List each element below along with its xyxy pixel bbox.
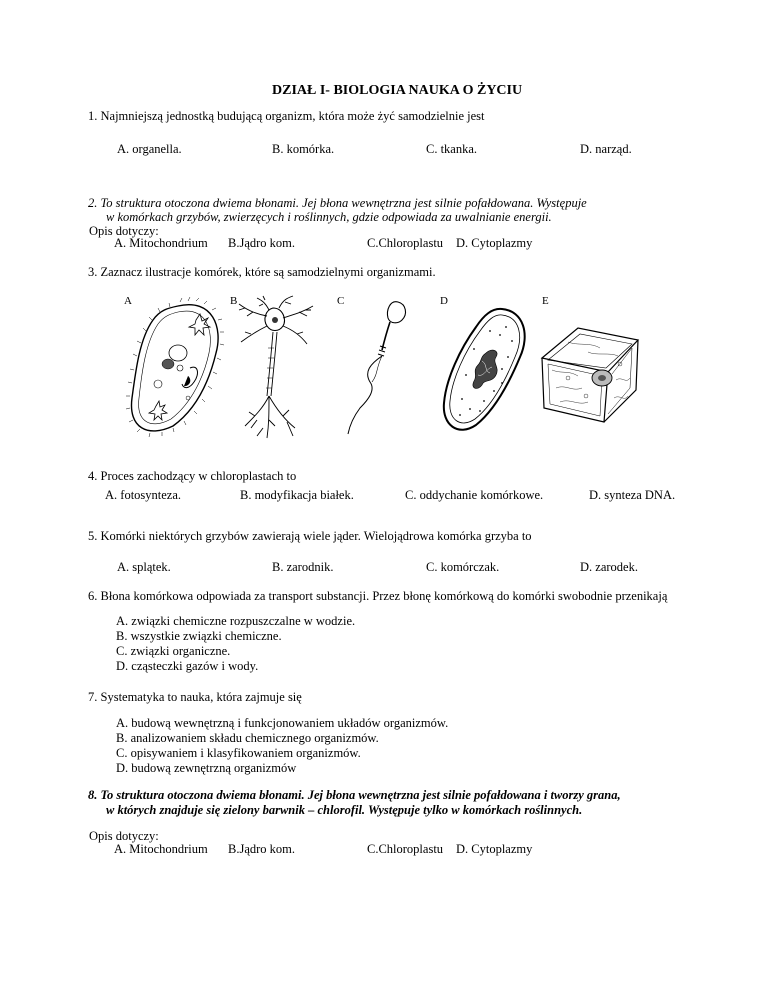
q5-option-d[interactable]: D. zarodek. (580, 560, 638, 574)
cell-label-c[interactable]: C (337, 295, 345, 307)
question-6: 6. Błona komórkowa odpowiada za transport substancji. Przez błonę komórkową do komórki swobodnie przenikają (88, 589, 668, 603)
q8-option-a[interactable]: A. Mitochondrium (114, 842, 208, 856)
q6-option-a[interactable]: A. związki chemiczne rozpuszczalne w wodzie. (116, 614, 356, 628)
q2-option-a[interactable]: A. Mitochondrium (114, 236, 208, 250)
q5-option-c[interactable]: C. komórczak. (426, 560, 500, 574)
q4-option-d[interactable]: D. synteza DNA. (589, 488, 676, 502)
q7-option-a[interactable]: A. budową wewnętrzną i funkcjonowaniem układów organizmów. (116, 716, 449, 730)
cell-label-a[interactable]: A (124, 295, 132, 307)
question-7: 7. Systematyka to nauka, która zajmuje się (88, 690, 302, 704)
q7-option-b[interactable]: B. analizowaniem składu chemicznego organizmów. (116, 731, 379, 745)
question-8-line1: 8. To struktura otoczona dwiema błonami. Jej błona wewnętrzna jest silnie pofałdowana i tworzy grana, (88, 788, 621, 802)
q5-option-a[interactable]: A. splątek. (117, 560, 171, 574)
q1-option-d[interactable]: D. narząd. (580, 142, 632, 156)
cell-label-e[interactable]: E (542, 295, 549, 307)
q2-option-b[interactable]: B.Jądro kom. (228, 236, 296, 250)
bacterium-illustration[interactable] (440, 305, 530, 435)
sperm-illustration[interactable] (340, 298, 410, 438)
q4-option-a[interactable]: A. fotosynteza. (105, 488, 182, 502)
question-3: 3. Zaznacz ilustracje komórek, które są samodzielnymi organizmami. (88, 265, 436, 279)
q7-option-d[interactable]: D. budową zewnętrzną organizmów (116, 761, 297, 775)
q2-option-c[interactable]: C.Chloroplastu (367, 236, 444, 250)
q2-prompt: Opis dotyczy: (89, 224, 159, 238)
q2-option-d[interactable]: D. Cytoplazmy (456, 236, 533, 250)
question-4: 4. Proces zachodzący w chloroplastach to (88, 469, 297, 483)
paramecium-illustration[interactable] (118, 298, 228, 438)
q6-option-c[interactable]: C. związki organiczne. (116, 644, 231, 658)
q4-option-c[interactable]: C. oddychanie komórkowe. (405, 488, 544, 502)
page-title: DZIAŁ I- BIOLOGIA NAUKA O ŻYCIU (272, 83, 523, 98)
question-2-line2: w komórkach grzybów, zwierzęcych i roślinnych, gdzie odpowiada za uwalnianie energii. (106, 210, 552, 224)
q1-option-c[interactable]: C. tkanka. (426, 142, 478, 156)
q1-option-b[interactable]: B. komórka. (272, 142, 335, 156)
question-8-line2: w których znajduje się zielony barwnik – chlorofil. Występuje tylko w komórkach roślinnych. (106, 803, 583, 817)
q6-option-d[interactable]: D. cząsteczki gazów i wody. (116, 659, 259, 673)
q8-prompt: Opis dotyczy: (89, 829, 159, 843)
q8-option-d[interactable]: D. Cytoplazmy (456, 842, 533, 856)
neuron-illustration[interactable] (235, 296, 315, 446)
q8-option-b[interactable]: B.Jądro kom. (228, 842, 296, 856)
q6-option-b[interactable]: B. wszystkie związki chemiczne. (116, 629, 282, 643)
question-5: 5. Komórki niektórych grzybów zawierają wiele jąder. Wielojądrowa komórka grzyba to (88, 529, 532, 543)
q4-option-b[interactable]: B. modyfikacja białek. (240, 488, 354, 502)
question-2-line1: 2. To struktura otoczona dwiema błonami. Jej błona wewnętrzna jest silnie pofałdowana. Występuje (88, 196, 587, 210)
q7-option-c[interactable]: C. opisywaniem i klasyfikowaniem organizmów. (116, 746, 361, 760)
q5-option-b[interactable]: B. zarodnik. (272, 560, 334, 574)
plant-cell-illustration[interactable] (538, 318, 642, 426)
q8-option-c[interactable]: C.Chloroplastu (367, 842, 444, 856)
q1-option-a[interactable]: A. organella. (117, 142, 182, 156)
cell-label-b[interactable]: B (230, 295, 238, 307)
cell-label-d[interactable]: D (440, 295, 448, 307)
question-1: 1. Najmniejszą jednostką budującą organizm, która może żyć samodzielnie jest (88, 109, 485, 123)
